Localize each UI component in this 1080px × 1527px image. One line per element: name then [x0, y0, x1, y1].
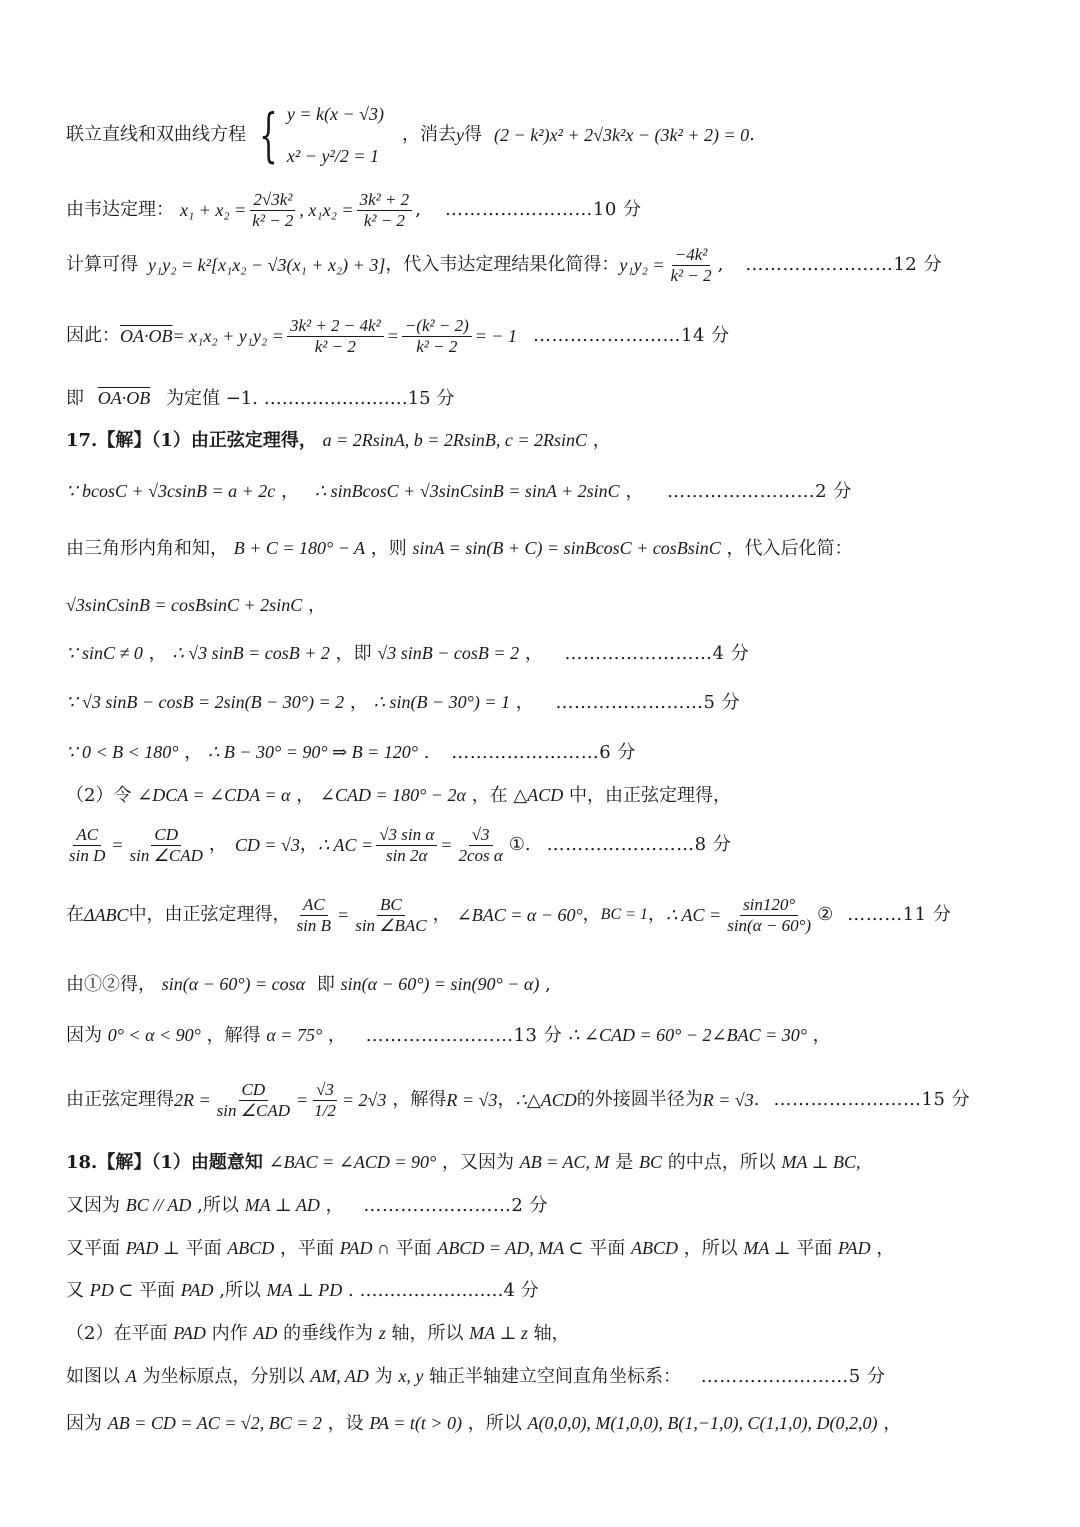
- text: ，所以: [683, 1238, 738, 1259]
- score-marker: ……………………13 分: [365, 1025, 563, 1046]
- fraction: $\frac{\text{−4k²}}{\text{k² − 2}}$: [670, 244, 712, 285]
- text: ,: [545, 974, 551, 995]
- math: PAD ⊥: [125, 1238, 180, 1258]
- text: 内作: [211, 1323, 248, 1344]
- text: 为坐标原点，分别以: [142, 1366, 305, 1387]
- math: = x₁x₂ + y₁y₂ =: [172, 326, 284, 346]
- line-q17-combine: [66, 972, 1040, 997]
- math: CD = √3: [234, 835, 300, 855]
- text: ，: [497, 1089, 516, 1110]
- line-q17-start: [66, 428, 1040, 453]
- text: ，所以: [467, 1413, 522, 1434]
- question-heading: 17.【解】（1）由正弦定理得，: [66, 430, 317, 451]
- text: ,: [717, 254, 724, 275]
- text: 即: [66, 388, 84, 409]
- math: ∴ B − 30° = 90° ⇒ B = 120°: [207, 742, 418, 762]
- math: PD ⊂: [89, 1280, 134, 1300]
- line-q17-simplify: [66, 593, 1040, 618]
- text: ，: [524, 643, 543, 664]
- score-marker: ……………………6 分: [451, 742, 636, 763]
- text: .: [347, 1280, 354, 1301]
- text: 因此：: [66, 325, 120, 346]
- score-marker: ………11 分: [847, 904, 952, 925]
- line-constant: [66, 386, 1040, 411]
- text: 平面: [796, 1238, 833, 1259]
- math: √3 sinB − cosB = 2: [377, 643, 520, 663]
- math: B + C = 180° − A: [233, 538, 366, 558]
- math: MA ⊥ z: [469, 1323, 528, 1343]
- score-marker: ……………………15 分: [263, 388, 455, 409]
- line-q18-coordinates: [66, 1411, 1040, 1436]
- math: ∠CAD = 180° − 2α: [319, 785, 466, 805]
- fraction: $\frac{√3}{1/2}$: [314, 1079, 336, 1120]
- text: 又因为: [66, 1195, 120, 1216]
- math: α = 75°: [266, 1025, 323, 1045]
- fraction: $\frac{\text{√3 sin α}}{\sin 2\alpha}$: [376, 825, 437, 866]
- math: √3sinCsinB = cosBsinC + 2sinC: [66, 595, 303, 615]
- math: 2R =: [174, 1090, 211, 1110]
- fraction: $\frac{√3}{\text{2cos α}}$: [458, 824, 503, 865]
- fraction: $\frac{BC}{\text{sin ∠BAC}}$: [355, 894, 427, 935]
- math: MA ⊥ BC,: [781, 1152, 861, 1172]
- math: ∵ √3 sinB − cosB = 2sin(B − 30°) = 2: [66, 692, 345, 712]
- math: ∴ sinBcosC + √3sinCsinB = sinA + 2sinC: [314, 481, 620, 501]
- math: =: [440, 835, 453, 855]
- score-marker: ……………………4 分: [359, 1280, 539, 1301]
- fraction: $\frac{CD}{\text{sin ∠CAD}}$: [129, 824, 203, 865]
- math: x₁ + x₂ =: [180, 200, 247, 220]
- line-q17-alpha: [66, 1023, 1040, 1048]
- text: ,所以: [197, 1195, 239, 1216]
- fraction: $\frac{\text{3k² + 2 − 4k²}}{\text{k² − 2}}$: [287, 316, 384, 357]
- text: （2）在平面: [66, 1323, 168, 1344]
- math: a = 2RsinA, b = 2RsinB, c = 2RsinC: [322, 430, 588, 450]
- text: ，: [349, 692, 368, 713]
- text: ，: [432, 904, 451, 925]
- text: 的中点，所以: [667, 1152, 776, 1173]
- score-marker: ……………………15 分: [773, 1089, 971, 1110]
- score-marker: ……………………4 分: [564, 643, 750, 664]
- math: A: [125, 1366, 137, 1386]
- text: 的外接圆半径为: [576, 1089, 703, 1110]
- line-q17-sinC: [66, 641, 1040, 666]
- text: 由①②得，: [66, 974, 156, 995]
- line-q18-coordinate-system: [66, 1364, 1040, 1389]
- math: ∠BAC = ∠ACD = 90°: [268, 1152, 437, 1172]
- math: AB = CD = AC = √2, BC = 2: [107, 1413, 322, 1433]
- math: BC // AD: [125, 1195, 192, 1215]
- line-q17-part2: [66, 783, 1040, 808]
- text: ，解得: [206, 1025, 261, 1046]
- text: 计算可得: [66, 254, 138, 275]
- fraction: $\frac{AC}{\text{sin D}}$: [69, 824, 106, 865]
- math: = 2√3: [341, 1090, 387, 1110]
- text: ，又因为: [441, 1152, 514, 1173]
- text: ，: [299, 834, 318, 855]
- math: = − 1: [474, 326, 518, 346]
- text: ，: [148, 643, 167, 664]
- text: 轴，: [533, 1323, 570, 1344]
- math: ∴ sin(B − 30°) = 1: [373, 692, 511, 712]
- fraction: $\frac{\text{−(k² − 2)}}{\text{k² − 2}}$: [402, 316, 472, 357]
- question-heading: 18.【解】（1）由题意知: [66, 1152, 263, 1173]
- text: ，: [876, 1238, 895, 1259]
- text: 轴，所以: [391, 1323, 464, 1344]
- text: 又平面: [66, 1238, 120, 1259]
- math: ∴ √3 sinB = cosB + 2: [172, 643, 330, 663]
- fraction: $\frac{\text{2√3k²}}{\text{k² − 2}}$: [252, 189, 294, 230]
- text: ②: [817, 904, 834, 925]
- math: BC: [638, 1152, 662, 1172]
- math: ∵ 0 < B < 180°: [66, 742, 179, 762]
- math: MA ⊥ AD: [244, 1195, 320, 1215]
- system-row-2: x² − y²/2 = 1: [286, 146, 379, 166]
- text: 平面: [139, 1280, 176, 1301]
- text: ，: [327, 1025, 346, 1046]
- text: 为定值 −1.: [165, 388, 258, 409]
- math: PAD ∩: [339, 1238, 390, 1258]
- text: ，: [184, 742, 203, 763]
- score-marker: ……………………12 分: [745, 254, 942, 275]
- math: =: [337, 905, 350, 925]
- math: △ACD: [513, 785, 564, 805]
- text: 中，由正弦定理得，: [569, 785, 731, 806]
- text: .: [423, 742, 430, 763]
- text: ,: [415, 199, 421, 220]
- text: ，则: [370, 538, 407, 559]
- text: 由正弦定理得: [66, 1089, 174, 1110]
- math: ∴ ∠CAD = 60° − 2∠BAC = 30°: [567, 1025, 807, 1045]
- text: ，: [307, 595, 326, 616]
- score-marker: ……………………14 分: [533, 325, 730, 346]
- math: AM, AD: [310, 1366, 369, 1386]
- math: ∵ bcosC + √3csinB = a + 2c: [66, 481, 276, 501]
- score-marker: ……………………2 分: [363, 1195, 549, 1216]
- line-q17-B-value: [66, 740, 1040, 765]
- text: 平面: [185, 1238, 222, 1259]
- math: ∴△ACD: [515, 1090, 577, 1110]
- text: ,所以: [219, 1280, 261, 1301]
- math: =: [386, 326, 399, 346]
- math: MA ⊥ PD: [266, 1280, 343, 1300]
- line-q17-AC-expr2: [66, 888, 1040, 942]
- math: ABCD: [630, 1238, 678, 1258]
- text: ，: [325, 1195, 344, 1216]
- text: ，消去: [402, 124, 457, 145]
- brace-glyph: {: [259, 101, 278, 169]
- math: R = √3: [702, 1090, 754, 1110]
- math: 0° < α < 90°: [107, 1025, 201, 1045]
- line-y1y2: [66, 243, 1040, 287]
- score-marker: ……………………10 分: [444, 199, 642, 220]
- text: 因为: [66, 1413, 102, 1434]
- math: y₁y₂ =: [619, 255, 665, 275]
- text: ，: [883, 1413, 902, 1434]
- text: 中，由正弦定理得，: [128, 904, 291, 925]
- score-marker: ……………………5 分: [555, 692, 741, 713]
- math: ∴ AC =: [317, 835, 374, 855]
- math: y: [456, 125, 465, 145]
- line-q17-given: [66, 479, 1040, 504]
- line-q17-auxiliary-angle: [66, 690, 1040, 715]
- text: ，: [582, 904, 601, 925]
- line-q18-MA-perp-PD: [66, 1278, 1040, 1303]
- line-q17-AC-expr1: [66, 820, 1040, 870]
- line-q18-start: [66, 1150, 1040, 1175]
- text: .: [749, 124, 755, 145]
- text: ，: [208, 834, 227, 855]
- line-vieta: [66, 188, 1040, 232]
- line-q18-planes: [66, 1236, 1040, 1261]
- math: A(0,0,0), M(1,0,0), B(1,−1,0), C(1,1,0), D(0,2,0): [527, 1413, 878, 1433]
- equation-system: [250, 102, 384, 168]
- text: ，平面: [280, 1238, 335, 1259]
- vector-dot-product: OA·OB: [97, 388, 151, 408]
- math: PAD: [180, 1280, 214, 1300]
- math: z: [378, 1323, 386, 1343]
- math: PAD: [837, 1238, 871, 1258]
- math: ∠DCA = ∠CDA = α: [137, 785, 291, 805]
- line-q18-parallel: [66, 1193, 1040, 1218]
- math: ΔABC: [84, 905, 129, 925]
- math: sin(α − 60°) = sin(90° − α): [340, 974, 540, 994]
- text: 由三角形内角和知，: [66, 538, 228, 559]
- text: ，设: [327, 1413, 364, 1434]
- math: AB = AC, M: [519, 1152, 610, 1172]
- text: ，代入韦达定理结果化简得：: [385, 254, 620, 275]
- text: ，代入后化简：: [726, 538, 853, 559]
- text: ，: [625, 481, 644, 502]
- math: ∵ sinC ≠ 0: [66, 643, 143, 663]
- score-marker: ……………………8 分: [546, 834, 732, 855]
- text: 因为: [66, 1025, 102, 1046]
- line-q17-angle-sum: [66, 536, 1040, 561]
- text: 联立直线和双曲线方程: [66, 124, 246, 145]
- math: =: [296, 1090, 309, 1110]
- text: 由韦达定理：: [66, 199, 174, 220]
- math: PAD: [173, 1323, 206, 1343]
- math: PA = t(t > 0): [369, 1413, 462, 1433]
- text: ①.: [508, 834, 531, 855]
- math: ∠BAC = α − 60°: [456, 905, 583, 925]
- math: sinA = sin(B + C) = sinBcosC + cosBsinC: [412, 538, 721, 558]
- text: （2）令: [66, 785, 132, 806]
- fraction: $\frac{\text{3k² + 2}}{\text{k² − 2}}$: [357, 190, 413, 231]
- vector-dot-product: OA·OB: [120, 326, 173, 346]
- text: 是: [615, 1152, 634, 1173]
- math: ABCD = AD, MA ⊂: [437, 1238, 584, 1258]
- fraction: $\frac{AC}{\text{sin B}}$: [296, 894, 332, 935]
- math: y₁y₂ = k²[x₁x₂ − √3(x₁ + x₂) + 3]: [148, 255, 386, 275]
- text: 如图以: [66, 1366, 120, 1387]
- math: BC = 1: [600, 906, 648, 923]
- text: .: [753, 1089, 760, 1110]
- text: 在: [66, 904, 84, 925]
- text: 的垂线作为: [283, 1323, 374, 1344]
- text: ，: [812, 1025, 831, 1046]
- math: x, y: [398, 1366, 424, 1386]
- text: 即: [316, 974, 335, 995]
- math: ABCD: [227, 1238, 275, 1258]
- text: ，: [647, 904, 666, 925]
- math: sin(α − 60°) = cosα: [161, 974, 306, 994]
- math: =: [111, 835, 124, 855]
- score-marker: ……………………5 分: [700, 1366, 886, 1387]
- text: 平面: [395, 1238, 432, 1259]
- text: ，在: [471, 785, 508, 806]
- line-q17-circumradius: [66, 1064, 1040, 1136]
- math: AD: [253, 1323, 278, 1343]
- math: , x₁x₂ =: [299, 200, 354, 220]
- text: ，: [515, 692, 534, 713]
- line-dot-product: [66, 312, 1040, 360]
- text: 又: [66, 1280, 84, 1301]
- text: ，: [592, 430, 611, 451]
- text: 平面: [589, 1238, 626, 1259]
- text: ，: [296, 785, 315, 806]
- line-q18-part2: [66, 1321, 1040, 1346]
- line-simultaneous-equations: [66, 95, 1040, 175]
- text: ，解得: [392, 1089, 447, 1110]
- text: ，即: [335, 643, 372, 664]
- score-marker: ……………………2 分: [667, 481, 852, 502]
- math: ∴ AC =: [665, 905, 722, 925]
- system-row-1: y = k(x − √3): [286, 104, 385, 124]
- text: 为: [374, 1366, 393, 1387]
- text: 轴正半轴建立空间直角坐标系：: [429, 1366, 682, 1387]
- math: MA ⊥: [743, 1238, 791, 1258]
- text: 得: [464, 124, 483, 145]
- fraction: $\frac{CD}{\text{sin ∠CAD}}$: [216, 1079, 290, 1120]
- fraction: $\frac{\sin 120^\circ}{\sin(\alpha - 60^\circ)}$: [727, 894, 812, 935]
- text: ，: [280, 481, 299, 502]
- math: (2 − k²)x² + 2√3k²x − (3k² + 2) = 0: [494, 125, 750, 145]
- math: R = √3: [446, 1090, 498, 1110]
